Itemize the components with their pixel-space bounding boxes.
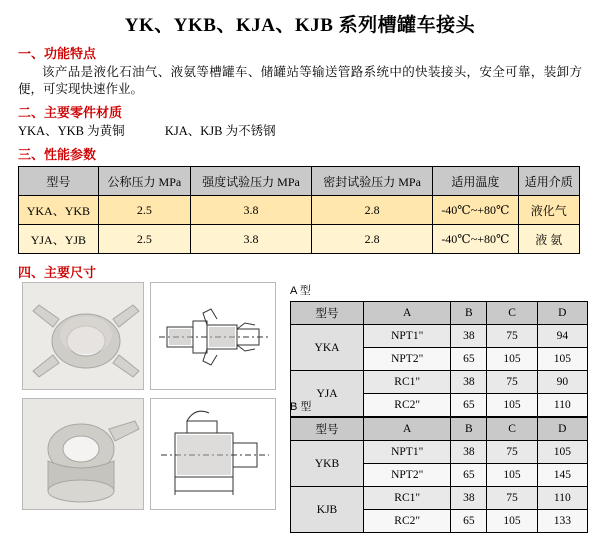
dimension-label-a: A 型 <box>290 285 311 297</box>
performance-table <box>18 166 580 254</box>
spec-header-cell: 密封试验压力 MPa <box>312 167 433 196</box>
spec-cell: YJA、YJB <box>19 225 99 254</box>
dim-header-cell: C <box>487 302 537 325</box>
dim-cell: 38 <box>451 487 487 510</box>
dim-cell: 38 <box>451 325 487 348</box>
materials-right-text: KJA、KJB 为不锈钢 <box>164 124 276 138</box>
dim-cell: 65 <box>451 348 487 371</box>
spec-cell: 3.8 <box>190 196 311 225</box>
dim-cell: 65 <box>451 510 487 533</box>
drawing-b-graphic <box>151 399 276 510</box>
dim-cell: RC1" <box>364 487 451 510</box>
spec-cell: 液化气 <box>518 196 579 225</box>
dim-cell: 110 <box>537 487 587 510</box>
dim-model-cell: YKB <box>291 441 364 487</box>
section-heading-materials: 二、主要零件材质 <box>18 105 123 120</box>
dimension-label-b: B 型 <box>290 401 312 413</box>
spec-header-cell: 型号 <box>19 167 99 196</box>
dim-cell: 105 <box>537 348 587 371</box>
dim-cell: RC1" <box>364 371 451 394</box>
spec-cell: 2.5 <box>98 196 190 225</box>
spec-cell: YKA、YKB <box>19 196 99 225</box>
section-heading-dimensions: 四、主要尺寸 <box>18 265 97 280</box>
dim-cell: 105 <box>487 464 537 487</box>
table-row <box>291 371 588 394</box>
product-drawing-a <box>150 282 276 390</box>
dim-header-cell: D <box>537 302 587 325</box>
dim-cell: 145 <box>537 464 587 487</box>
photo-b-graphic <box>23 399 144 510</box>
spec-cell: 2.8 <box>312 225 433 254</box>
dim-cell: RC2" <box>364 394 451 417</box>
spec-cell: -40℃~+80℃ <box>433 225 519 254</box>
dim-cell: 75 <box>487 441 537 464</box>
product-drawing-b <box>150 398 276 510</box>
dim-header-cell: B <box>451 302 487 325</box>
dim-header-cell: 型号 <box>291 302 364 325</box>
spec-cell: 2.5 <box>98 225 190 254</box>
dim-header-cell: C <box>487 418 537 441</box>
dim-cell: 38 <box>451 441 487 464</box>
table-header-row <box>291 418 588 441</box>
table-row <box>19 225 580 254</box>
dim-cell: 110 <box>537 394 587 417</box>
section-heading-features: 一、功能特点 <box>18 46 97 61</box>
table-row <box>19 196 580 225</box>
dim-cell: 105 <box>487 394 537 417</box>
dim-cell: 105 <box>537 441 587 464</box>
dim-header-cell: 型号 <box>291 418 364 441</box>
spec-cell: 2.8 <box>312 196 433 225</box>
section-heading-performance: 三、性能参数 <box>18 147 97 162</box>
dim-cell: NPT2" <box>364 464 451 487</box>
dim-cell: 65 <box>451 394 487 417</box>
dim-header-cell: A <box>364 302 451 325</box>
spec-header-cell: 公称压力 MPa <box>98 167 190 196</box>
dim-cell: NPT2" <box>364 348 451 371</box>
materials-left-text: YKA、YKB 为黄铜 <box>18 124 125 138</box>
dim-model-cell: YJA <box>291 371 364 417</box>
dim-cell: 75 <box>487 325 537 348</box>
materials-line <box>18 123 600 140</box>
product-photo-a <box>22 282 144 390</box>
product-photo-b <box>22 398 144 510</box>
document-page <box>0 10 600 526</box>
table-row <box>291 325 588 348</box>
dim-cell: 38 <box>451 371 487 394</box>
spec-cell: 3.8 <box>190 225 311 254</box>
table-row <box>291 441 588 464</box>
page-title: YK、YKB、KJA、KJB 系列槽罐车接头 <box>124 15 476 36</box>
dim-cell: RC2" <box>364 510 451 533</box>
dim-header-cell: B <box>451 418 487 441</box>
dim-model-cell: KJB <box>291 487 364 533</box>
spec-cell: 液 氨 <box>518 225 579 254</box>
drawing-a-graphic <box>151 283 276 390</box>
dim-cell: NPT1" <box>364 441 451 464</box>
dim-cell: 133 <box>537 510 587 533</box>
table-row <box>291 487 588 510</box>
spec-header-cell: 适用介质 <box>518 167 579 196</box>
table-header-row <box>19 167 580 196</box>
dimension-block-a <box>290 282 588 417</box>
dim-header-cell: A <box>364 418 451 441</box>
dim-cell: 105 <box>487 510 537 533</box>
spec-header-cell: 强度试验压力 MPa <box>190 167 311 196</box>
dim-cell: 90 <box>537 371 587 394</box>
spec-header-cell: 适用温度 <box>433 167 519 196</box>
dim-cell: 75 <box>487 487 537 510</box>
table-header-row <box>291 302 588 325</box>
dim-cell: NPT1" <box>364 325 451 348</box>
dim-model-cell: YKA <box>291 325 364 371</box>
dim-cell: 105 <box>487 348 537 371</box>
dim-header-cell: D <box>537 418 587 441</box>
dimension-block-b <box>290 398 588 533</box>
features-body-text: 该产品是液化石油气、液氨等槽罐车、储罐站等输送管路系统中的快装接头，安全可靠，装卸方便，可实现快速作业。 <box>18 65 582 96</box>
dim-cell: 75 <box>487 371 537 394</box>
dim-cell: 94 <box>537 325 587 348</box>
dim-cell: 65 <box>451 464 487 487</box>
spec-cell: -40℃~+80℃ <box>433 196 519 225</box>
photo-a-graphic <box>23 283 144 390</box>
